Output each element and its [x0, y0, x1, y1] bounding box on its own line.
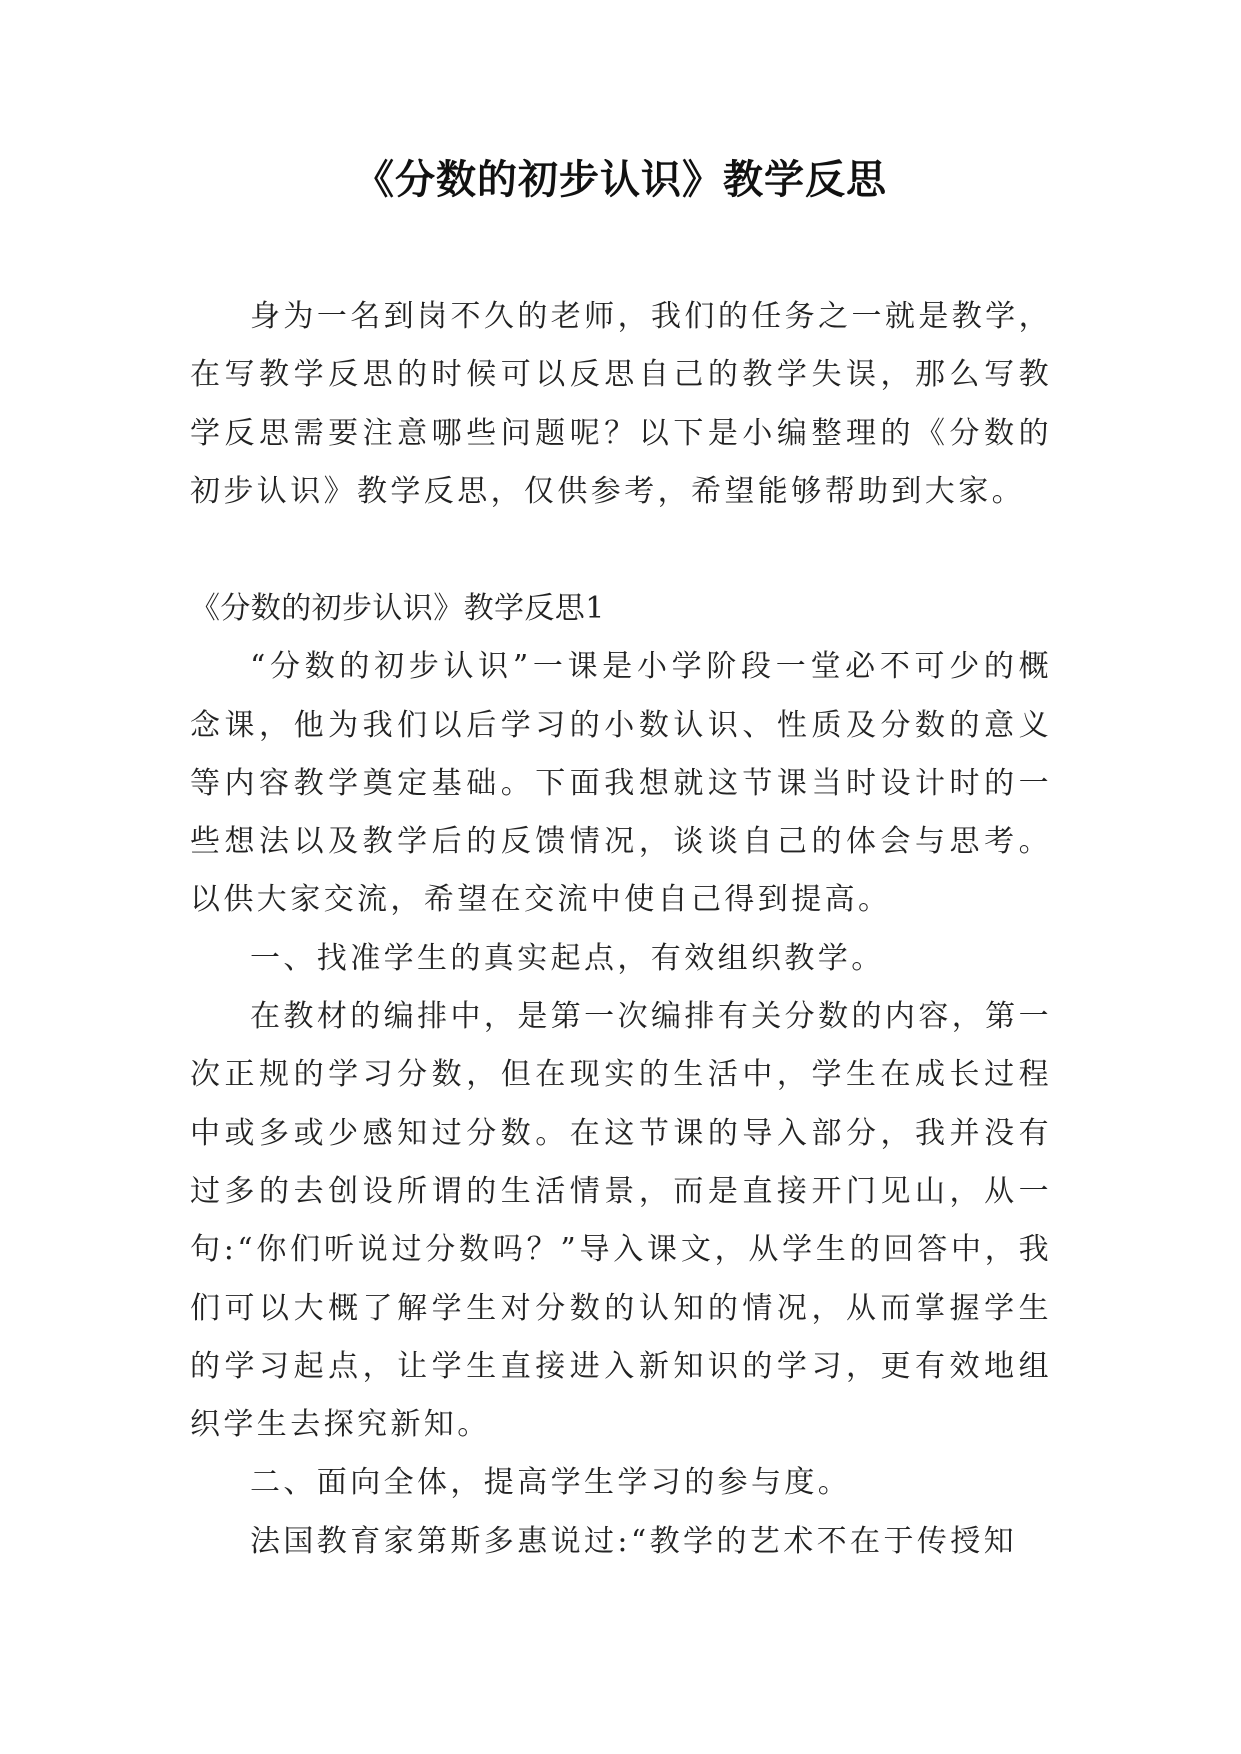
point-heading-1: 一、找准学生的真实起点，有效组织教学。: [250, 940, 885, 976]
intro-section: [190, 288, 1052, 521]
body-paragraph: 法国教育家第斯多惠说过:“教学的艺术不在于传授知: [250, 1523, 1018, 1559]
point-heading-2: 二、面向全体，提高学生学习的参与度。: [250, 1465, 852, 1501]
document-title: 《分数的初步认识》教学反思: [354, 157, 887, 203]
body-paragraph: “分数的初步认识”一课是小学阶段一堂必不可少的概念课，他为我们以后学习的小数认识、性质及分数的意义等内容教学奠定基础。下面我想就这节课当时设计时的一些想法以及教学后的反馈情况，谈谈自己的体会与思考。以供大家交流，希望在交流中使自己得到提高。: [190, 649, 1052, 918]
body-paragraph: 在教材的编排中，是第一次编排有关分数的内容，第一次正规的学习分数，但在现实的生活中，学生在成长过程中或多或少感知过分数。在这节课的导入部分，我并没有过多的去创设所谓的生活情景，而是直接开门见山，从一句:“你们听说过分数吗？”导入课文，从学生的回答中，我们可以大概了解学生对分数的认知的情况，从而掌握学生的学习起点，让学生直接进入新知识的学习，更有效地组织学生去探究新知。: [190, 999, 1052, 1443]
section-heading: 《分数的初步认识》教学反思1: [190, 591, 605, 626]
reflection-section: [190, 580, 1052, 1571]
intro-paragraph: 身为一名到岗不久的老师，我们的任务之一就是教学，在写教学反思的时候可以反思自己的教学失误，那么写教学反思需要注意哪些问题呢？以下是小编整理的《分数的初步认识》教学反思，仅供参考，希望能够帮助到大家。: [190, 299, 1052, 509]
